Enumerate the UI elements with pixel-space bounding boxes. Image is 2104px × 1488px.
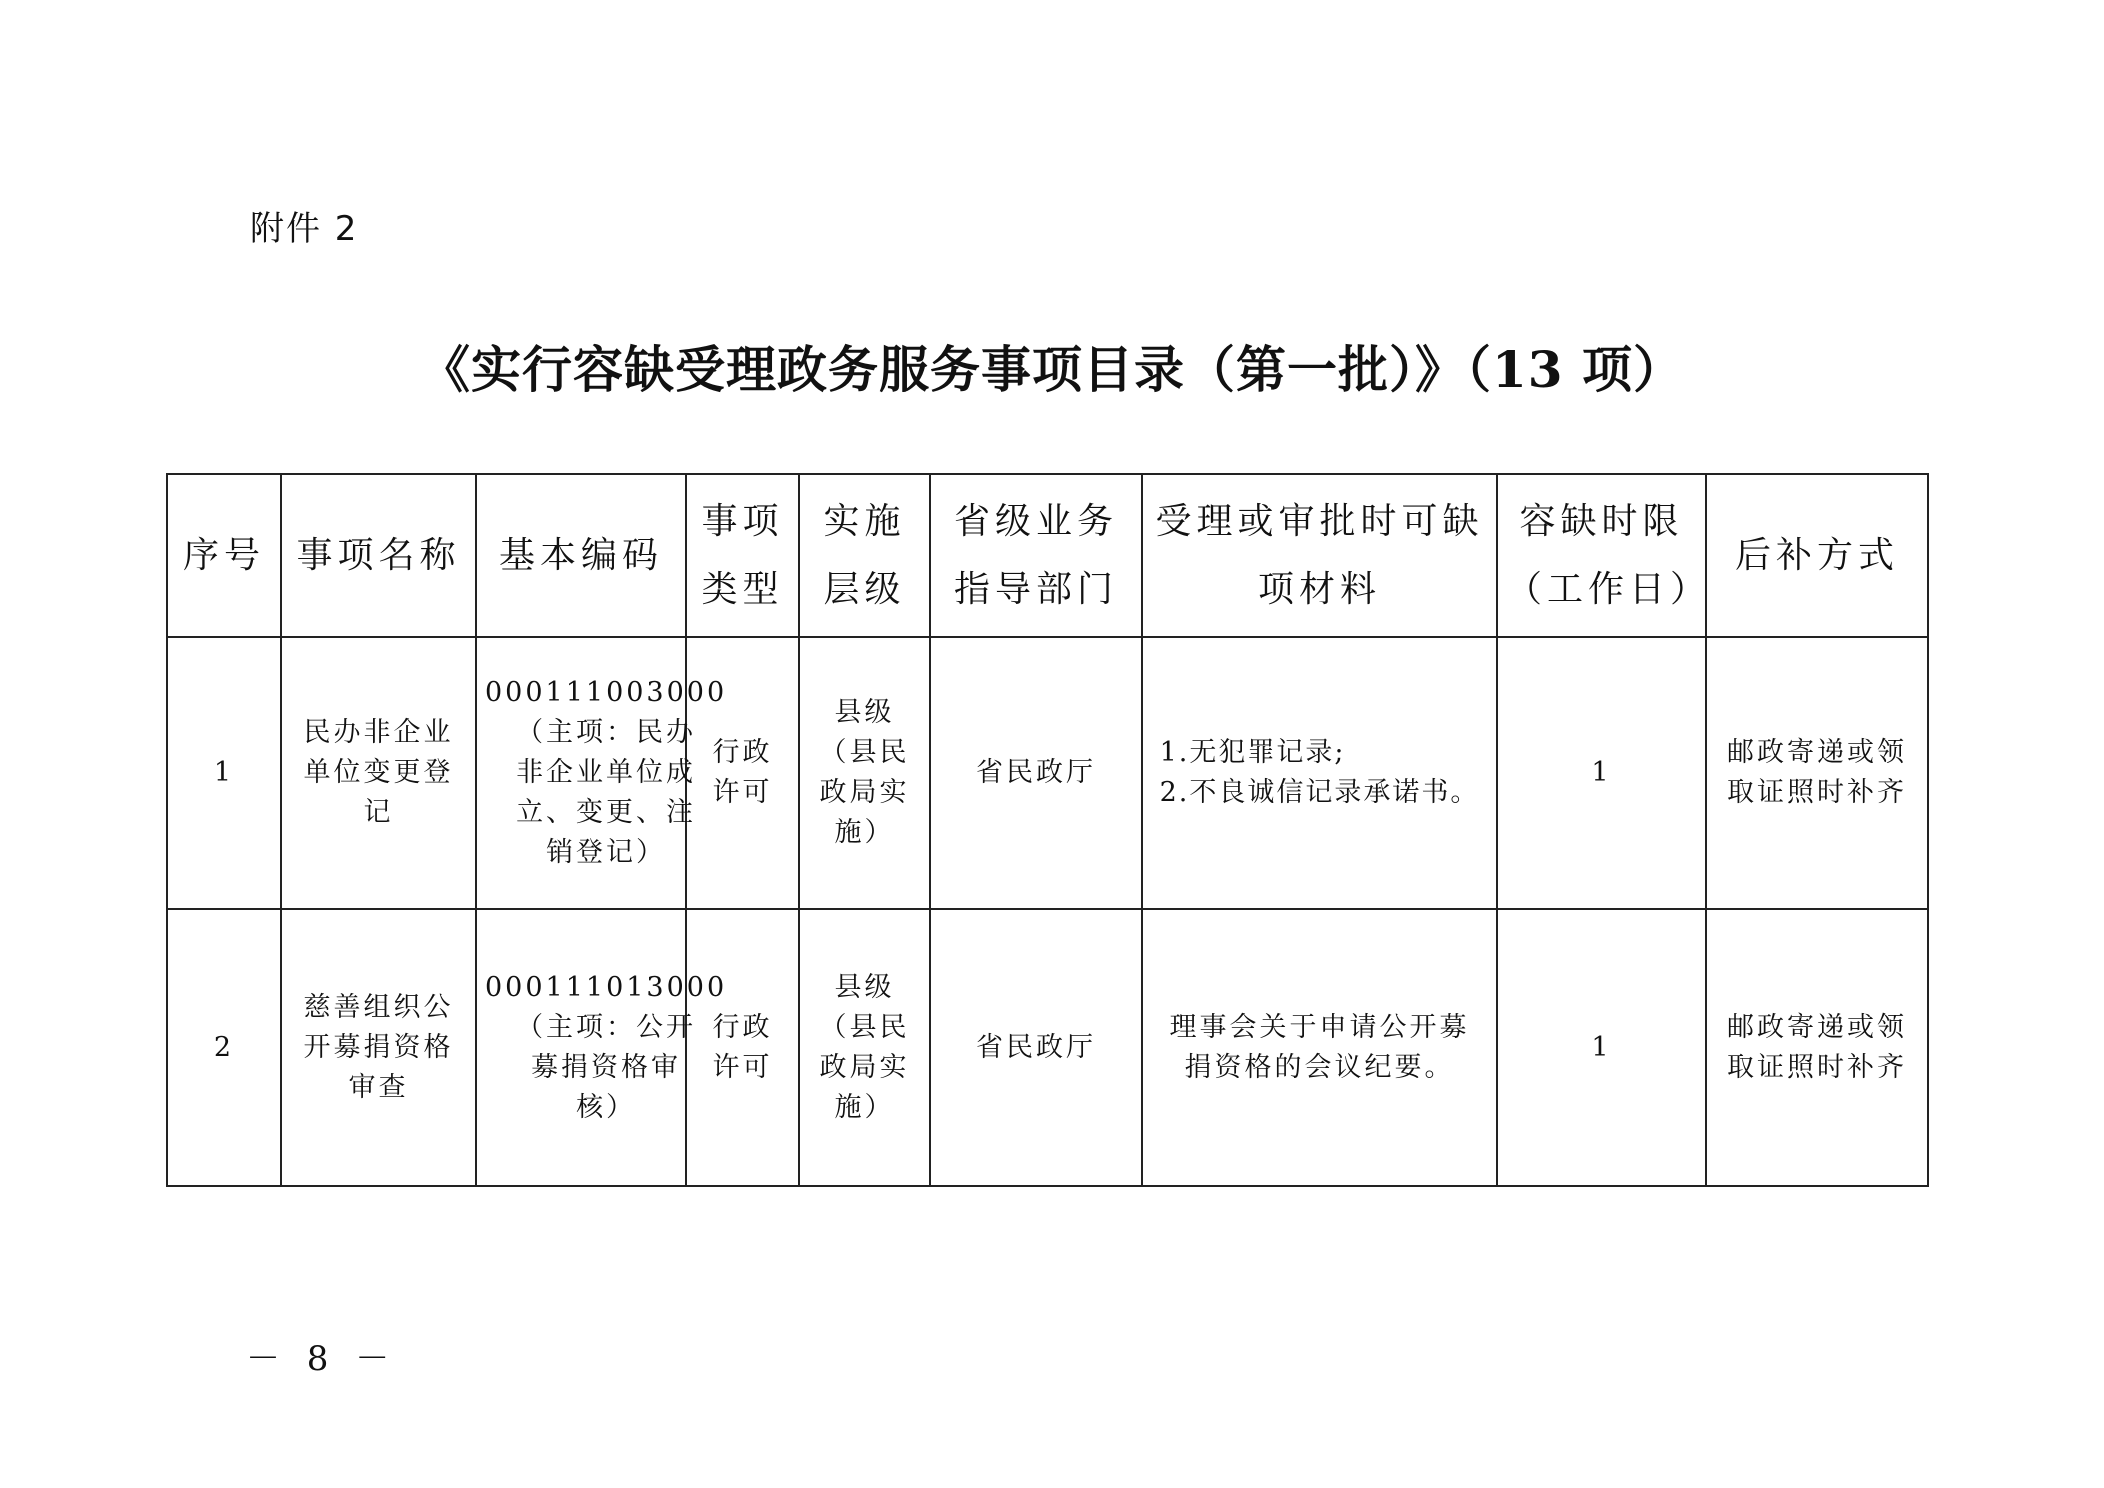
table-row: [167, 637, 1928, 909]
cell-serial-no: 2: [167, 909, 281, 1186]
header-basic-code: 基本编码: [476, 474, 686, 637]
cell-item-name: 民办非企业 单位变更登 记: [281, 637, 476, 909]
cell-implementation-level: 县级 （县民 政局实 施）: [799, 637, 930, 909]
cell-item-type: 行政 许可: [686, 637, 799, 909]
header-followup-method: 后补方式: [1706, 474, 1928, 637]
table-row: [167, 909, 1928, 1186]
header-guiding-department: 省级业务 指导部门: [930, 474, 1142, 637]
cell-basic-code: 000111013000 （主项：公开 募捐资格审 核）: [476, 909, 686, 1186]
cell-item-name: 慈善组织公 开募捐资格 审查: [281, 909, 476, 1186]
cell-serial-no: 1: [167, 637, 281, 909]
cell-implementation-level: 县级 （县民 政局实 施）: [799, 909, 930, 1186]
cell-guiding-department: 省民政厅: [930, 909, 1142, 1186]
cell-guiding-department: 省民政厅: [930, 637, 1142, 909]
cell-followup-method: 邮政寄递或领 取证照时补齐: [1706, 909, 1928, 1186]
cell-time-limit: 1: [1497, 909, 1706, 1186]
cell-time-limit: 1: [1497, 637, 1706, 909]
page-number: － 8 －: [246, 1339, 398, 1379]
cell-item-type: 行政 许可: [686, 909, 799, 1186]
cell-basic-code: 000111003000 （主项：民办 非企业单位成 立、变更、注 销登记）: [476, 637, 686, 909]
header-item-name: 事项名称: [281, 474, 476, 637]
header-item-type: 事项 类型: [686, 474, 799, 637]
header-implementation-level: 实施 层级: [799, 474, 930, 637]
header-serial-no: 序号: [167, 474, 281, 637]
cell-missing-materials: 1.无犯罪记录; 2.不良诚信记录承诺书。: [1142, 637, 1497, 909]
cell-followup-method: 邮政寄递或领 取证照时补齐: [1706, 637, 1928, 909]
header-missing-materials: 受理或审批时可缺 项材料: [1142, 474, 1497, 637]
service-items-table: [166, 473, 1929, 1187]
cell-missing-materials: 理事会关于申请公开募 捐资格的会议纪要。: [1142, 909, 1497, 1186]
document-title: 《实行容缺受理政务服务事项目录（第一批）》（13 项）: [420, 340, 1684, 399]
table-header-row: [167, 474, 1928, 637]
attachment-label: 附件 2: [250, 209, 359, 249]
header-time-limit: 容缺时限 （工作日）: [1497, 474, 1706, 637]
